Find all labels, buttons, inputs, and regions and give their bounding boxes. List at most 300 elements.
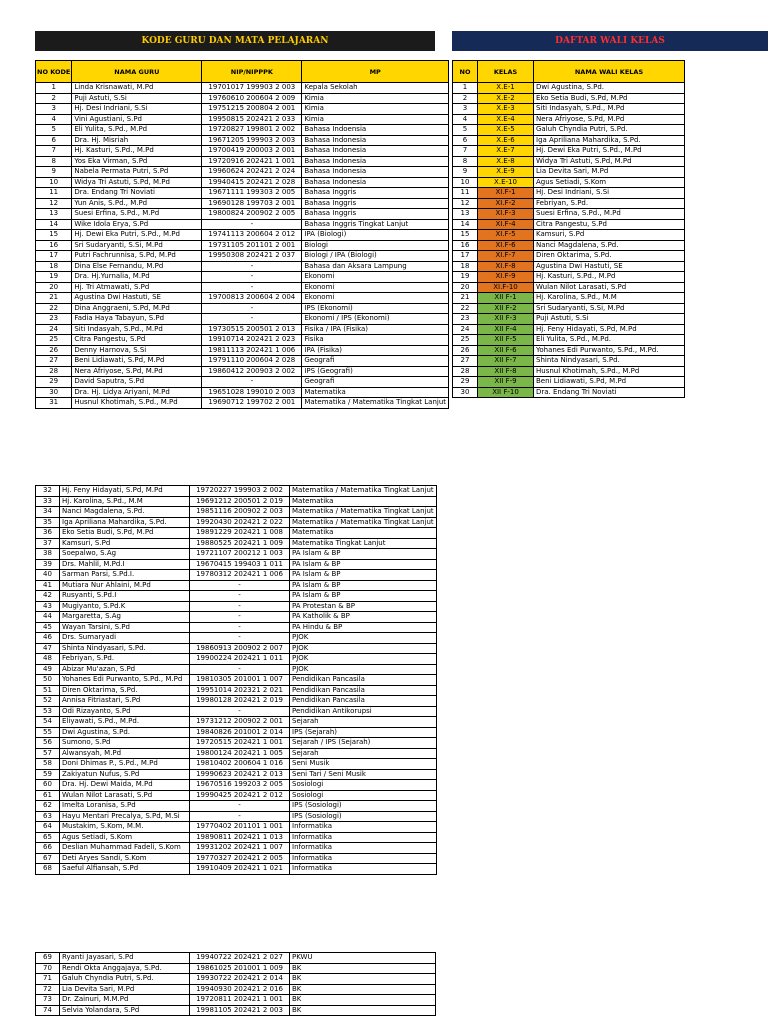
cell-nip: 19900224 202421 1 011 [190,654,290,665]
cell-nama-guru: Hj. Kasturi, S.Pd., M.Pd [72,146,202,157]
cell-nama-guru: Nanci Magdalena, S.Pd. [60,507,190,518]
cell-mp: Matematika [290,528,437,539]
cell-no-kode: 46 [36,633,60,644]
cell-mp: Ekonomi / IPS (Ekonomi) [302,314,449,325]
cell-kelas: XI.F-4 [478,219,534,230]
wali-row [453,282,685,293]
cell-nama-wali: Hj. Desi Indriani, S.Si [534,188,685,199]
cell-nama-wali: Puji Astuti, S.Si [534,314,685,325]
guru-row [36,345,449,356]
cell-nama-wali: Hj. Dewi Eka Putri, S.Pd., M.Pd [534,146,685,157]
cell-nip: 19840826 201001 2 014 [190,727,290,738]
cell-nip: - [202,272,302,283]
wali-row [453,387,685,398]
cell-nama-guru: Rusyanti, S.Pd.I [60,591,190,602]
cell-nama-wali: Sri Sudaryanti, S.Si, M.Pd [534,303,685,314]
guru-row [36,135,449,146]
cell-nip: 19960624 202421 2 024 [202,167,302,178]
cell-nama-guru: Yun Anis, S.Pd., M.Pd [72,198,202,209]
cell-nama-guru: Eliyawati, S.Pd., M.Pd. [60,717,190,728]
cell-mp: Sosiologi [290,790,437,801]
wali-row [453,156,685,167]
guru-row [36,570,437,581]
guru-row [36,953,436,964]
guru-row [36,125,449,136]
cell-no-kode: 10 [36,177,72,188]
guru-row [36,177,449,188]
cell-mp: Pendidikan Pancasila [290,675,437,686]
cell-no-kode: 63 [36,811,60,822]
cell-nip: 19851116 200902 2 003 [190,507,290,518]
cell-nama-wali: Nera Afriyose, S.Pd, M.Pd [534,114,685,125]
cell-mp: PA Islam & BP [290,591,437,602]
cell-nip: 19671111 199303 2 005 [202,188,302,199]
guru-row [36,801,437,812]
cell-no-kode: 11 [36,188,72,199]
cell-nip: 19930722 202421 2 014 [190,974,290,985]
cell-no: 6 [453,135,478,146]
cell-nama-guru: Eli Yulita, S.Pd., M.Pd [72,125,202,136]
cell-no-kode: 29 [36,377,72,388]
cell-nama-guru: Beni Lidiawati, S.Pd, M.Pd [72,356,202,367]
cell-no-kode: 68 [36,864,60,875]
guru-row [36,675,437,686]
cell-no-kode: 37 [36,538,60,549]
cell-nama-guru: Hj. Desi Indriani, S.Si [72,104,202,115]
cell-no-kode: 54 [36,717,60,728]
guru-row [36,486,437,497]
cell-nama-guru: Margaretta, S.Ag [60,612,190,623]
guru-row [36,974,436,985]
cell-mp: Ekonomi [302,293,449,304]
cell-kelas: X.E-6 [478,135,534,146]
col-nip: NIP/NIPPPK [202,61,302,83]
cell-no-kode: 36 [36,528,60,539]
guru-row [36,811,437,822]
cell-nip: 19800824 200902 2 005 [202,209,302,220]
cell-mp: Matematika / Matematika Tingkat Lanjut [290,486,437,497]
cell-nama-guru: Yos Eka Virman, S.Pd [72,156,202,167]
cell-no-kode: 2 [36,93,72,104]
cell-mp: IPS (Sosiologi) [290,801,437,812]
cell-nip: 19691212 200501 2 019 [190,496,290,507]
cell-mp: Biologi / IPA (Biologi) [302,251,449,262]
title-daftar-wali-kelas: DAFTAR WALI KELAS [452,31,768,51]
cell-mp: Informatika [290,843,437,854]
wali-row [453,251,685,262]
cell-mp: Kepala Sekolah [302,83,449,94]
cell-no: 4 [453,114,478,125]
cell-no: 5 [453,125,478,136]
cell-mp: Bahasa Inggris Tingkat Lanjut [302,219,449,230]
cell-nip: 19720515 202421 1 001 [190,738,290,749]
cell-no-kode: 72 [36,984,60,995]
cell-mp: Informatika [290,853,437,864]
cell-no-kode: 20 [36,282,72,293]
guru-row [36,261,449,272]
cell-no: 1 [453,83,478,94]
guru-row [36,230,449,241]
cell-nip: 19990425 202421 2 012 [190,790,290,801]
cell-nip: - [190,580,290,591]
cell-nama-guru: Dr. Zainuri, M.M.Pd [60,995,190,1006]
cell-nama-guru: Drs. Mahlil, M.Pd.I [60,559,190,570]
cell-nip: - [202,219,302,230]
cell-no-kode: 61 [36,790,60,801]
guru-row [36,507,437,518]
cell-no-kode: 64 [36,822,60,833]
cell-nama-guru: Sri Sudaryanti, S.Si, M.Pd [72,240,202,251]
cell-nip: - [202,314,302,325]
guru-row [36,114,449,125]
guru-row [36,324,449,335]
wali-row [453,125,685,136]
guru-row [36,685,437,696]
cell-nip: 19860913 200902 2 007 [190,643,290,654]
cell-nama-guru: Sarman Parsi, S.Pd.I. [60,570,190,581]
cell-mp: BK [290,984,436,995]
guru-row [36,843,437,854]
cell-nip: 19860412 200903 2 002 [202,366,302,377]
cell-nama-wali: Suesi Erfina, S.Pd., M.Pd [534,209,685,220]
cell-nip: 19720916 202421 1 001 [202,156,302,167]
cell-no-kode: 21 [36,293,72,304]
cell-nama-guru: Hj. Dewi Eka Putri, S.Pd., M.Pd [72,230,202,241]
cell-mp: BK [290,1005,436,1016]
cell-nip: 19981105 202421 2 003 [190,1005,290,1016]
cell-nip: 19671205 199903 2 003 [202,135,302,146]
guru-row [36,398,449,409]
cell-kelas: XI.F-10 [478,282,534,293]
cell-no-kode: 34 [36,507,60,518]
cell-nip: 19731212 200902 2 001 [190,717,290,728]
cell-nip: 19651028 199010 2 003 [202,387,302,398]
cell-nip: - [190,706,290,717]
guru-table-continued-2 [35,952,436,1016]
wali-kelas-table [452,60,685,398]
cell-mp: Matematika / Matematika Tingkat Lanjut [290,507,437,518]
cell-nama-guru: Mutiara Nur Ahlaini, M.Pd [60,580,190,591]
guru-row [36,633,437,644]
guru-row [36,377,449,388]
guru-row [36,335,449,346]
cell-no-kode: 18 [36,261,72,272]
cell-mp: PJOK [290,633,437,644]
cell-nama-guru: Yohanes Edi Purwanto, S.Pd., M.Pd [60,675,190,686]
cell-nama-guru: Agustina Dwi Hastuti, SE [72,293,202,304]
cell-mp: Bahasa Indoensia [302,125,449,136]
cell-mp: Sejarah [290,748,437,759]
wali-row [453,146,685,157]
wali-row [453,114,685,125]
cell-nama-guru: Zakiyatun Nufus, S.Pd [60,769,190,780]
wali-row [453,219,685,230]
cell-mp: Bahasa Indonesia [302,177,449,188]
cell-no: 3 [453,104,478,115]
guru-row [36,984,436,995]
cell-nama-guru: Wulan Nilot Larasati, S.Pd [60,790,190,801]
cell-mp: PA Islam & BP [290,580,437,591]
cell-nip: 19721107 200212 1 003 [190,549,290,560]
cell-nip: 19861025 201001 1 009 [190,963,290,974]
guru-row [36,282,449,293]
cell-kelas: X.E-9 [478,167,534,178]
cell-nama-wali: Dwi Agustina, S.Pd. [534,83,685,94]
cell-no: 25 [453,335,478,346]
cell-no-kode: 44 [36,612,60,623]
cell-nip: - [190,591,290,602]
cell-nama-wali: Widya Tri Astuti, S.Pd, M.Pd [534,156,685,167]
wali-row [453,104,685,115]
cell-no-kode: 69 [36,953,60,964]
guru-row [36,832,437,843]
wali-row [453,188,685,199]
guru-row [36,549,437,560]
guru-row [36,167,449,178]
cell-mp: IPS (Sosiologi) [290,811,437,822]
cell-mp: Informatika [290,822,437,833]
cell-nama-wali: Galuh Chyndia Putri, S.Pd. [534,125,685,136]
cell-mp: Matematika Tingkat Lanjut [290,538,437,549]
cell-nama-guru: Abizar Mu'azan, S.Pd [60,664,190,675]
cell-nama-guru: Hayu Mentari Precalya, S.Pd, M.Si [60,811,190,822]
cell-nama-wali: Nanci Magdalena, S.Pd. [534,240,685,251]
cell-nip: 19810305 201001 1 007 [190,675,290,686]
cell-no-kode: 5 [36,125,72,136]
guru-row [36,496,437,507]
guru-row [36,580,437,591]
cell-nama-wali: Kamsuri, S.Pd [534,230,685,241]
cell-no: 7 [453,146,478,157]
cell-no-kode: 24 [36,324,72,335]
cell-mp: PA Protestan & BP [290,601,437,612]
cell-nama-guru: Saeful Alfiansah, S.Pd [60,864,190,875]
cell-mp: Matematika [302,387,449,398]
wali-row [453,135,685,146]
cell-nama-wali: Citra Pangestu, S.Pd [534,219,685,230]
cell-no-kode: 50 [36,675,60,686]
guru-row [36,272,449,283]
cell-mp: Matematika [290,496,437,507]
cell-no: 9 [453,167,478,178]
cell-nama-wali: Husnul Khotimah, S.Pd., M.Pd [534,366,685,377]
cell-kelas: XII F-7 [478,356,534,367]
cell-kelas: X.E-5 [478,125,534,136]
cell-mp: Ekonomi [302,282,449,293]
cell-nama-guru: Rendi Okta Anggajaya, S.Pd. [60,963,190,974]
cell-nama-guru: Nabela Permata Putri, S.Pd [72,167,202,178]
guru-row [36,146,449,157]
cell-no: 8 [453,156,478,167]
guru-row [36,387,449,398]
cell-no: 16 [453,240,478,251]
cell-no: 27 [453,356,478,367]
cell-nip: 19720827 199801 2 002 [202,125,302,136]
guru-row [36,963,436,974]
cell-kelas: XI.F-3 [478,209,534,220]
cell-no: 20 [453,282,478,293]
wali-row [453,335,685,346]
guru-row [36,654,437,665]
cell-no-kode: 42 [36,591,60,602]
wali-row [453,303,685,314]
cell-no: 11 [453,188,478,199]
guru-row [36,759,437,770]
cell-nip: 19810402 200604 1 016 [190,759,290,770]
guru-row [36,591,437,602]
guru-row [36,528,437,539]
guru-row [36,303,449,314]
cell-nama-guru: Linda Krisnawati, M.Pd [72,83,202,94]
wali-row [453,93,685,104]
cell-nip: 19730515 200501 2 013 [202,324,302,335]
cell-nip: 19811113 202421 1 006 [202,345,302,356]
cell-nip: 19950308 202421 2 037 [202,251,302,262]
guru-row [36,696,437,707]
cell-no-kode: 33 [36,496,60,507]
guru-table-continued [35,485,437,875]
cell-nama-guru: Husnul Khotimah, S.Pd., M.Pd [72,398,202,409]
cell-mp: IPA (Fisika) [302,345,449,356]
cell-nama-wali: Diren Oktarima, S.Pd. [534,251,685,262]
guru-row [36,664,437,675]
cell-nama-guru: Hj. Feny Hidayati, S.Pd, M.Pd [60,486,190,497]
cell-no: 10 [453,177,478,188]
wali-row [453,209,685,220]
cell-mp: PA Katholik & BP [290,612,437,623]
cell-nama-guru: Fadia Haya Tabayun, S.Pd [72,314,202,325]
cell-nama-guru: Dwi Agustina, S.Pd. [60,727,190,738]
cell-mp: Pendidikan Pancasila [290,685,437,696]
cell-nip: - [202,377,302,388]
cell-nip: 19890811 202421 1 013 [190,832,290,843]
cell-no-kode: 35 [36,517,60,528]
cell-no-kode: 59 [36,769,60,780]
cell-mp: Bahasa Inggris [302,198,449,209]
guru-row [36,517,437,528]
cell-mp: PA Islam & BP [290,570,437,581]
wali-table-body [453,83,685,398]
cell-mp: PA Hindu & BP [290,622,437,633]
guru-row [36,780,437,791]
cell-no-kode: 7 [36,146,72,157]
cell-nama-guru: Citra Pangestu, S.Pd [72,335,202,346]
cell-nama-guru: Vini Agustiani, S.Pd [72,114,202,125]
cell-mp: PJOK [290,654,437,665]
cell-mp: IPA (Biologi) [302,230,449,241]
cell-mp: Bahasa Indonesia [302,146,449,157]
cell-nama-guru: Widya Tri Astuti, S.Pd, M.Pd [72,177,202,188]
guru-row [36,314,449,325]
cell-nama-guru: Denny Harnova, S.Si [72,345,202,356]
wali-row [453,198,685,209]
guru-table-body-2 [36,486,437,875]
cell-no-kode: 58 [36,759,60,770]
cell-no-kode: 55 [36,727,60,738]
cell-no-kode: 48 [36,654,60,665]
cell-nama-guru: Diren Oktarima, S.Pd. [60,685,190,696]
cell-mp: Bahasa Indonesia [302,135,449,146]
cell-mp: Sosiologi [290,780,437,791]
cell-no: 19 [453,272,478,283]
cell-kelas: XI.F-9 [478,272,534,283]
cell-nama-wali: Agustina Dwi Hastuti, SE [534,261,685,272]
cell-mp: Kimia [302,114,449,125]
cell-nip: 19720227 199903 2 002 [190,486,290,497]
cell-nama-guru: Eko Setia Budi, S.Pd, M.Pd [60,528,190,539]
guru-row [36,864,437,875]
cell-kelas: XII F-10 [478,387,534,398]
cell-mp: Informatika [290,832,437,843]
cell-nip: 19940415 202421 2 028 [202,177,302,188]
cell-kelas: XI.F-5 [478,230,534,241]
cell-mp: BK [290,974,436,985]
cell-nama-wali: Shinta Nindyasari, S.Pd. [534,356,685,367]
guru-row [36,219,449,230]
cell-mp: Bahasa dan Aksara Lampung [302,261,449,272]
cell-kelas: XII F-9 [478,377,534,388]
cell-no-kode: 70 [36,963,60,974]
cell-nama-guru: Wayan Tarsini, S.Pd [60,622,190,633]
cell-no: 12 [453,198,478,209]
guru-row [36,748,437,759]
cell-nip: 19920430 202421 2 022 [190,517,290,528]
cell-no-kode: 31 [36,398,72,409]
cell-nip: 19741113 200604 2 012 [202,230,302,241]
cell-nip: 19910714 202421 2 023 [202,335,302,346]
cell-nip: 19690712 199702 2 001 [202,398,302,409]
col-kelas: KELAS [478,61,534,83]
cell-no: 18 [453,261,478,272]
cell-no-kode: 49 [36,664,60,675]
cell-no-kode: 38 [36,549,60,560]
guru-row [36,706,437,717]
cell-no: 13 [453,209,478,220]
guru-row [36,293,449,304]
cell-kelas: X.E-3 [478,104,534,115]
cell-kelas: X.E-2 [478,93,534,104]
cell-no-kode: 41 [36,580,60,591]
cell-nip: - [190,811,290,822]
cell-no-kode: 8 [36,156,72,167]
cell-kelas: XII F-3 [478,314,534,325]
guru-row [36,93,449,104]
cell-nip: 19950815 202421 2 033 [202,114,302,125]
cell-nip: 19880525 202421 1 009 [190,538,290,549]
cell-nip: - [190,622,290,633]
cell-no-kode: 47 [36,643,60,654]
cell-no-kode: 74 [36,1005,60,1016]
cell-no: 26 [453,345,478,356]
cell-no-kode: 56 [36,738,60,749]
guru-row [36,727,437,738]
cell-nama-guru: Dra. Hj. Lidya Ariyani, M.Pd [72,387,202,398]
cell-kelas: XII F-4 [478,324,534,335]
cell-no: 29 [453,377,478,388]
cell-nip: - [190,801,290,812]
guru-row [36,738,437,749]
cell-nama-guru: Dina Else Fernandu, M.Pd [72,261,202,272]
cell-nama-guru: Agus Setiadi, S.Kom [60,832,190,843]
cell-nama-wali: Eko Setia Budi, S.Pd, M.Pd [534,93,685,104]
guru-row [36,156,449,167]
cell-nama-wali: Hj. Kasturi, S.Pd., M.Pd [534,272,685,283]
cell-kelas: XII F-2 [478,303,534,314]
cell-no-kode: 13 [36,209,72,220]
wali-row [453,324,685,335]
cell-nama-guru: Lia Devita Sari, M.Pd [60,984,190,995]
wali-row [453,177,685,188]
